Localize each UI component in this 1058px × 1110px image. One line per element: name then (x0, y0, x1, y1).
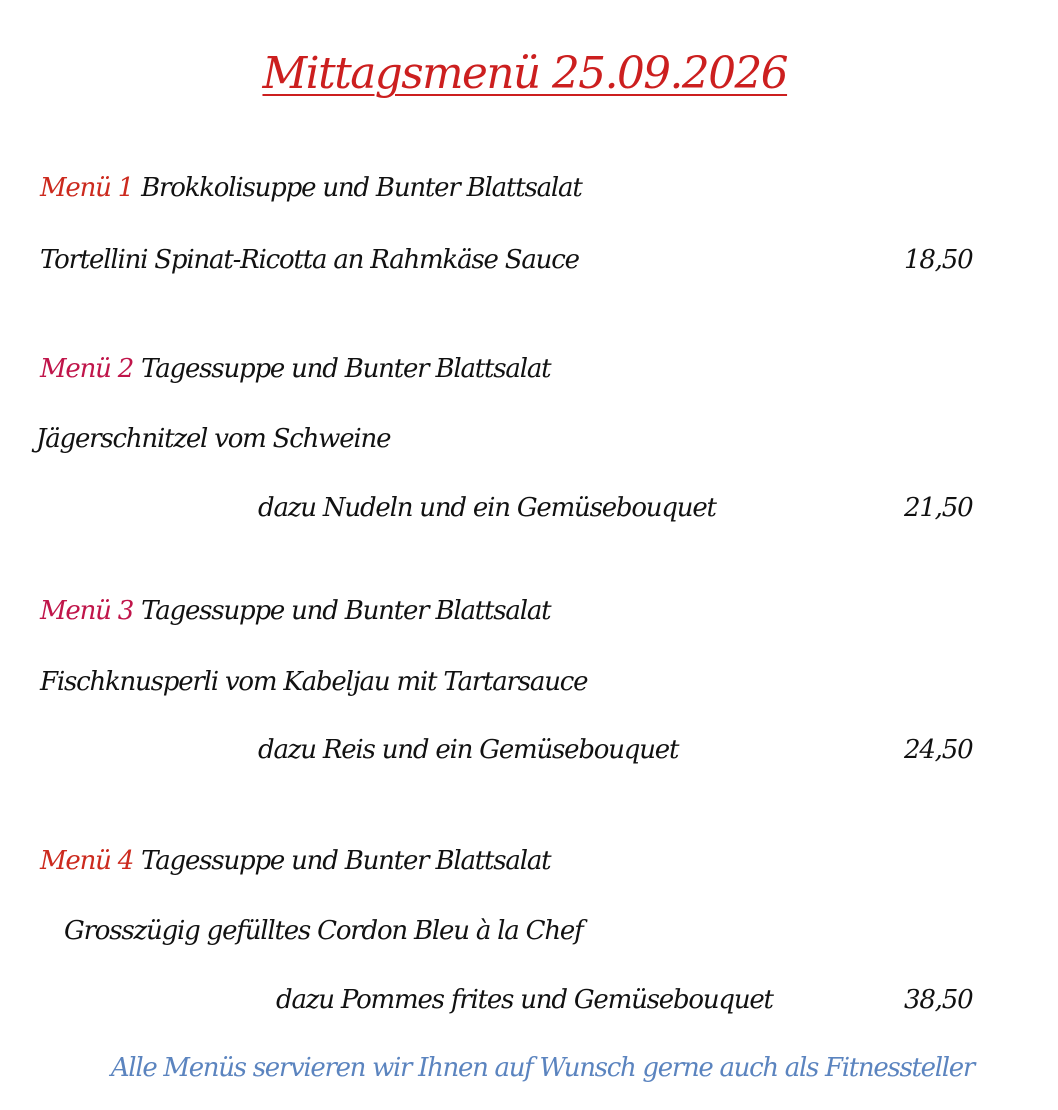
menu-2-side: dazu Nudeln und ein Gemüsebouquet (258, 493, 716, 523)
fitness-note: Alle Menüs servieren wir Ihnen auf Wunsch gerne auch als Fitnessteller (110, 1053, 974, 1083)
menu-2-starter: Tagessuppe und Bunter Blattsalat (141, 354, 551, 384)
menu-4-starter: Tagessuppe und Bunter Blattsalat (141, 846, 551, 876)
menu-4-main: Grosszügig gefülltes Cordon Bleu à la Chef (64, 916, 583, 946)
menu-3-main: Fischknusperli vom Kabeljau mit Tartarsauce (40, 667, 588, 697)
menu-1-header (40, 172, 582, 204)
menu-3-label: Menü 3 (40, 596, 134, 626)
menu-3-header (40, 595, 550, 627)
menu-3-starter: Tagessuppe und Bunter Blattsalat (141, 596, 551, 626)
menu-2-header (40, 353, 550, 385)
menu-4-label: Menü 4 (40, 846, 134, 876)
menu-1-price: 18,50 (904, 245, 973, 275)
page-title: Mittagsmenü 25.09.2026 (262, 48, 788, 99)
menu-4-header (40, 845, 550, 877)
menu-1-main: Tortellini Spinat-Ricotta an Rahmkäse Sauce (40, 245, 579, 275)
menu-1-label: Menü 1 (40, 173, 134, 203)
menu-4-price: 38,50 (904, 985, 973, 1015)
menu-2-label: Menü 2 (40, 354, 134, 384)
menu-2-price: 21,50 (904, 493, 973, 523)
menu-4-side: dazu Pommes frites und Gemüsebouquet (276, 985, 773, 1015)
menu-3-side: dazu Reis und ein Gemüsebouquet (258, 735, 679, 765)
menu-1-starter: Brokkolisuppe und Bunter Blattsalat (141, 173, 582, 203)
menu-2-main: Jägerschnitzel vom Schweine (36, 424, 391, 454)
menu-3-price: 24,50 (904, 735, 973, 765)
